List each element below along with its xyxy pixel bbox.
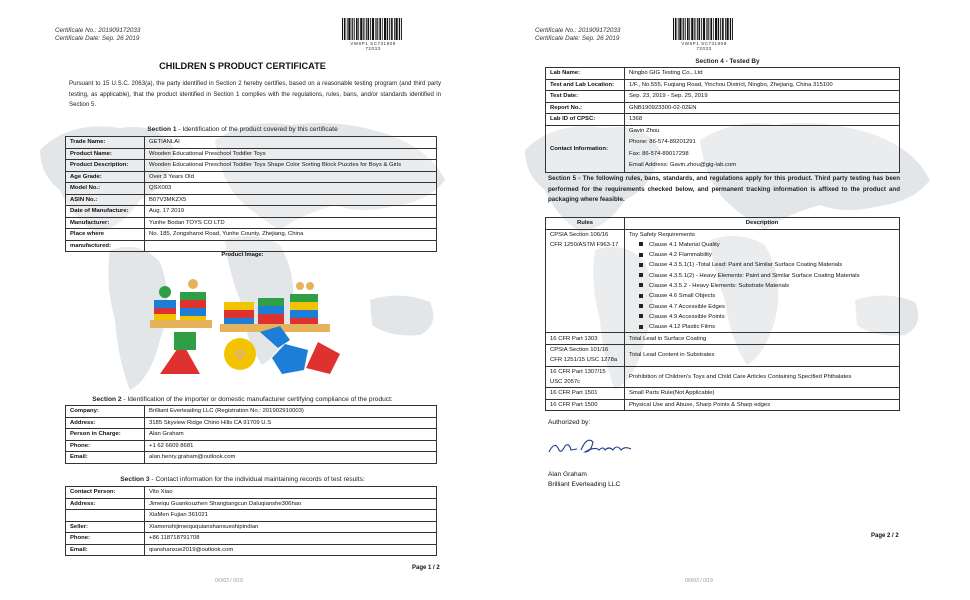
field-value: [145, 240, 437, 252]
description-cell: [625, 229, 900, 333]
table-row: [66, 487, 437, 499]
field-label: Place where: [66, 229, 145, 241]
field-value: Xiamenshijimeiququianshanxueshipindian: [145, 521, 437, 533]
field-value: GETIANLAI: [145, 137, 437, 149]
field-value: Sep. 23, 2019 - Sep. 25, 2019: [625, 91, 900, 103]
clause-text: Clause 4.3.5.2 - Heavy Elements: Substrate Materials: [649, 282, 790, 289]
rule-cell: [546, 333, 625, 345]
checked-square-icon: [639, 263, 643, 267]
table-row: [66, 510, 437, 522]
table-row: [546, 333, 900, 345]
field-value: alan.henry.graham@outlook.com: [145, 452, 437, 464]
field-label: Email:: [66, 452, 145, 464]
rule-line: CFR 1250/ASTM F963-17: [550, 241, 619, 248]
barcode-number: VW6P1 SC731909 72033: [681, 41, 727, 51]
checked-square-icon: [639, 314, 643, 318]
table-row: [546, 388, 900, 400]
page-footer-stamp: 0/0/03 / 0/19: [685, 578, 713, 584]
product-image-label: Product Image:: [221, 252, 264, 258]
certificate-number: Certificate No.: 201909172033: [55, 27, 141, 34]
clause-item: [629, 271, 895, 281]
field-value: Jimeiqu Guankouzhen Shangtangcun Daluqianshe306hao: [145, 498, 437, 510]
rule-line: 16 CFR Part 1500: [550, 401, 598, 408]
field-label: Address:: [66, 417, 145, 429]
contact-line: Phone: 86-574-89201291: [629, 139, 696, 145]
field-label: Address:: [66, 498, 145, 510]
description-cell: Total Lead Content in Substrates: [625, 344, 900, 366]
field-label: Manufacturer:: [66, 217, 145, 229]
field-label: Email:: [66, 544, 145, 556]
table-row: [66, 521, 437, 533]
rule-line: 16 CFR Part 1307/15: [550, 368, 606, 375]
authorized-by-label: Authorized by:: [548, 419, 591, 426]
table-row: [66, 440, 437, 452]
field-label: Phone:: [66, 440, 145, 452]
checked-square-icon: [639, 304, 643, 308]
field-value: Alan Graham: [145, 429, 437, 441]
field-label: manufactured:: [66, 240, 145, 252]
field-label: Lab ID of CPSC:: [546, 114, 625, 126]
table-row: [546, 68, 900, 80]
field-label: [66, 510, 145, 522]
contact-info-value: [625, 125, 900, 172]
clause-text: Clause 4.2 Flammability: [649, 252, 712, 259]
table-row: [546, 344, 900, 366]
certificate-date: Certificate Date: Sep. 26 2019: [535, 35, 620, 42]
description-column-header: Description: [625, 218, 900, 230]
table-row: [66, 148, 437, 160]
section2-text: - Identification of the importer or domestic manufacturer certifying compliance of the product:: [121, 396, 393, 403]
page-footer-stamp: 0/0/03 / 0/19: [215, 578, 243, 584]
field-value: Vito Xiao: [145, 487, 437, 499]
field-label: Seller:: [66, 521, 145, 533]
field-label: Product Description:: [66, 160, 145, 172]
clause-item: [629, 312, 895, 322]
table-row: [66, 498, 437, 510]
table-row: [66, 183, 437, 195]
barcode: [342, 18, 404, 51]
clause-text: Clause 4.1 Material Quality: [649, 241, 720, 248]
table-row: [66, 229, 437, 241]
field-value: Wooden Educational Preschool Toddler Toys: [145, 148, 437, 160]
clause-item: [629, 260, 895, 270]
description-cell: Physical Use and Abuse, Sharp Points & Sharp edges: [625, 399, 900, 411]
clause-item: [629, 291, 895, 301]
product-image: [140, 262, 350, 387]
table-row: [66, 217, 437, 229]
rules-column-header: Rules: [546, 218, 625, 230]
table-row: [546, 229, 900, 333]
field-label: ASIN No.:: [66, 194, 145, 206]
field-label: Trade Name:: [66, 137, 145, 149]
clause-text: Clause 4.6 Small Objects: [649, 293, 716, 300]
table-row: [546, 91, 900, 103]
checked-square-icon: [639, 325, 643, 329]
table-row: [66, 533, 437, 545]
page-title: CHILDREN S PRODUCT CERTIFICATE: [159, 61, 326, 71]
field-value: Yunhe Bodan TOYS CO LTD: [145, 217, 437, 229]
field-label: Model No.:: [66, 183, 145, 195]
signer-name: Alan Graham: [548, 471, 587, 478]
contact-line: Gavin Zhou: [629, 127, 660, 134]
certificate-page-2: [485, 0, 970, 600]
rule-line: CPSIA Section 106/16: [550, 231, 609, 238]
table-row: [546, 366, 900, 388]
rule-cell: [546, 388, 625, 400]
field-value: +86 118718791708: [145, 533, 437, 545]
field-label: Test Date:: [546, 91, 625, 103]
intro-paragraph: Pursuant to 15 U.S.C. 2063(a), the party identified in Section 2 hereby certifies, based on a reasonable testing program (and third party testing, as applicable), that the product identified in Section 1 complies with the regulations, rules, bans, and/or standards identified in Section 5.: [69, 80, 441, 108]
barcode-bars: [342, 18, 404, 40]
checked-square-icon: [639, 253, 643, 257]
section1-label: Section 1: [147, 126, 177, 133]
field-label: Product Name:: [66, 148, 145, 160]
clause-item: [629, 322, 895, 332]
table-row: [546, 79, 900, 91]
field-label: Phone:: [66, 533, 145, 545]
checked-square-icon: [639, 273, 643, 277]
table-row: [66, 544, 437, 556]
lab-table: [545, 67, 900, 173]
field-label: Contact Information:: [546, 125, 625, 172]
records-contact-table: [65, 486, 437, 556]
contact-line: Fax: 86-574-89017298: [629, 150, 689, 157]
field-value: Ningbo GIG Testing Co., Ltd: [625, 68, 900, 80]
field-value: 1368: [625, 114, 900, 126]
rule-line: CPSIA Section 101/16: [550, 346, 609, 353]
section3-heading: [0, 476, 485, 483]
field-value: 3185 Skyview Ridge Chino Hills CA 91709 U.S: [145, 417, 437, 429]
field-label: Report No.:: [546, 102, 625, 114]
certificate-date: Certificate Date: Sep. 26 2019: [55, 35, 140, 42]
section1-heading: [0, 126, 485, 133]
table-header-row: [546, 218, 900, 230]
section1-text: - Identification of the product covered by this certificate: [176, 126, 338, 133]
table-row: [66, 160, 437, 172]
table-row: [66, 452, 437, 464]
checked-square-icon: [639, 242, 643, 246]
section2-label: Section 2: [92, 396, 122, 403]
section5-paragraph: Section 5 - The following rules, bans, standards, and regulations apply for this product. Third party testing has been performed for the requirements checked below, and permanent tracking information is affixed to the product and packaging where feasible.: [548, 175, 900, 203]
field-value: GNB190923300-02-02EN: [625, 102, 900, 114]
rule-line: USC 2057c: [550, 378, 581, 385]
field-value: B07V3MKZX5: [145, 194, 437, 206]
clause-text: Clause 4.9 Accessible Points: [649, 313, 725, 320]
field-value: QSX003: [145, 183, 437, 195]
certificate-number: Certificate No.: 201909172033: [535, 27, 621, 34]
clause-item: [629, 281, 895, 291]
rule-cell: [546, 344, 625, 366]
field-value: No. 185, Zongshanxi Road, Yunhe County, Zhejiang, China: [145, 229, 437, 241]
field-label: Test and Lab Location:: [546, 79, 625, 91]
table-row: [66, 206, 437, 218]
rule-cell: [546, 399, 625, 411]
description-heading: Toy Safety Requirements: [629, 231, 695, 238]
rule-line: CFR 1251/15 USC 1278a: [550, 357, 618, 364]
table-row: [546, 399, 900, 411]
clause-item: [629, 250, 895, 260]
table-row: [546, 125, 900, 172]
checked-square-icon: [639, 283, 643, 287]
table-row: [66, 417, 437, 429]
table-row: [546, 114, 900, 126]
barcode-number: VW6P1 SC731909 72033: [350, 41, 396, 51]
table-row: [66, 240, 437, 252]
contact-line: Email Address: Gavin.zhou@gig-lab.com: [629, 162, 737, 168]
checked-square-icon: [639, 294, 643, 298]
signature: [547, 432, 637, 460]
barcode-bars: [673, 18, 735, 40]
clause-item: [629, 240, 895, 250]
field-value: Wooden Educational Preschool Toddler Toys Shape Color Sorting Block Puzzles for Boys & Girls: [145, 160, 437, 172]
rule-cell: [546, 366, 625, 388]
clause-text: Clause 4.7 Accessible Edges: [649, 303, 725, 310]
field-value: 1/F., No.555, Fuqiang Road, Yinchou District, Ningbo, Zhejiang, China 315100: [625, 79, 900, 91]
description-cell: Prohibition of Children's Toys and Child Care Articles Containing Specified Phthalates: [625, 366, 900, 388]
field-value: Over 3 Years Old: [145, 171, 437, 183]
section4-heading: Section 4 - Tested By: [695, 58, 760, 65]
page-number: Page 2 / 2: [871, 533, 899, 539]
description-cell: Total Lead in Surface Coating: [625, 333, 900, 345]
field-label: Age Grade:: [66, 171, 145, 183]
clause-text: Clause 4.3.5.1(2) - Heavy Elements: Paint and Similar Surface Coating Materials: [649, 272, 860, 279]
clause-item: [629, 302, 895, 312]
field-label: Lab Name:: [546, 68, 625, 80]
section3-text: - Contact information for the individual maintaining records of test results:: [149, 476, 365, 483]
rules-table: [545, 217, 900, 411]
table-row: [66, 406, 437, 418]
barcode: [673, 18, 735, 51]
rule-line: 16 CFR Part 1303: [550, 335, 598, 342]
clause-text: Clause 4.12 Plastic Films: [649, 324, 716, 331]
field-label: Company:: [66, 406, 145, 418]
field-label: Contact Person:: [66, 487, 145, 499]
page-number: Page 1 / 2: [412, 565, 440, 571]
field-value: XiaMen Fujian 361021: [145, 510, 437, 522]
signer-company: Brilliant Everleading LLC: [548, 481, 621, 488]
field-label: Person in Charge:: [66, 429, 145, 441]
table-row: [66, 171, 437, 183]
rule-line: 16 CFR Part 1501: [550, 390, 598, 397]
section3-label: Section 3: [120, 476, 150, 483]
table-row: [66, 194, 437, 206]
clause-text: Clause 4.3.5.1(1) -Total Lead: Paint and Similar Surface Coating Materials: [649, 262, 843, 269]
table-row: [66, 137, 437, 149]
table-row: [66, 429, 437, 441]
table-row: [546, 102, 900, 114]
importer-table: [65, 405, 437, 464]
field-value: qianshanxue2019@outlook.com: [145, 544, 437, 556]
field-value: Aug. 17 2019: [145, 206, 437, 218]
field-label: Date of Manufacture:: [66, 206, 145, 218]
field-value: Brilliant Everleading LLC (Registration No.: 201902910003): [145, 406, 437, 418]
section2-heading: [0, 396, 485, 403]
description-cell: Small Parts Rule(Not Applicable): [625, 388, 900, 400]
field-value: +1 62 6609 8681: [145, 440, 437, 452]
rule-cell: [546, 229, 625, 333]
product-table: [65, 136, 437, 252]
